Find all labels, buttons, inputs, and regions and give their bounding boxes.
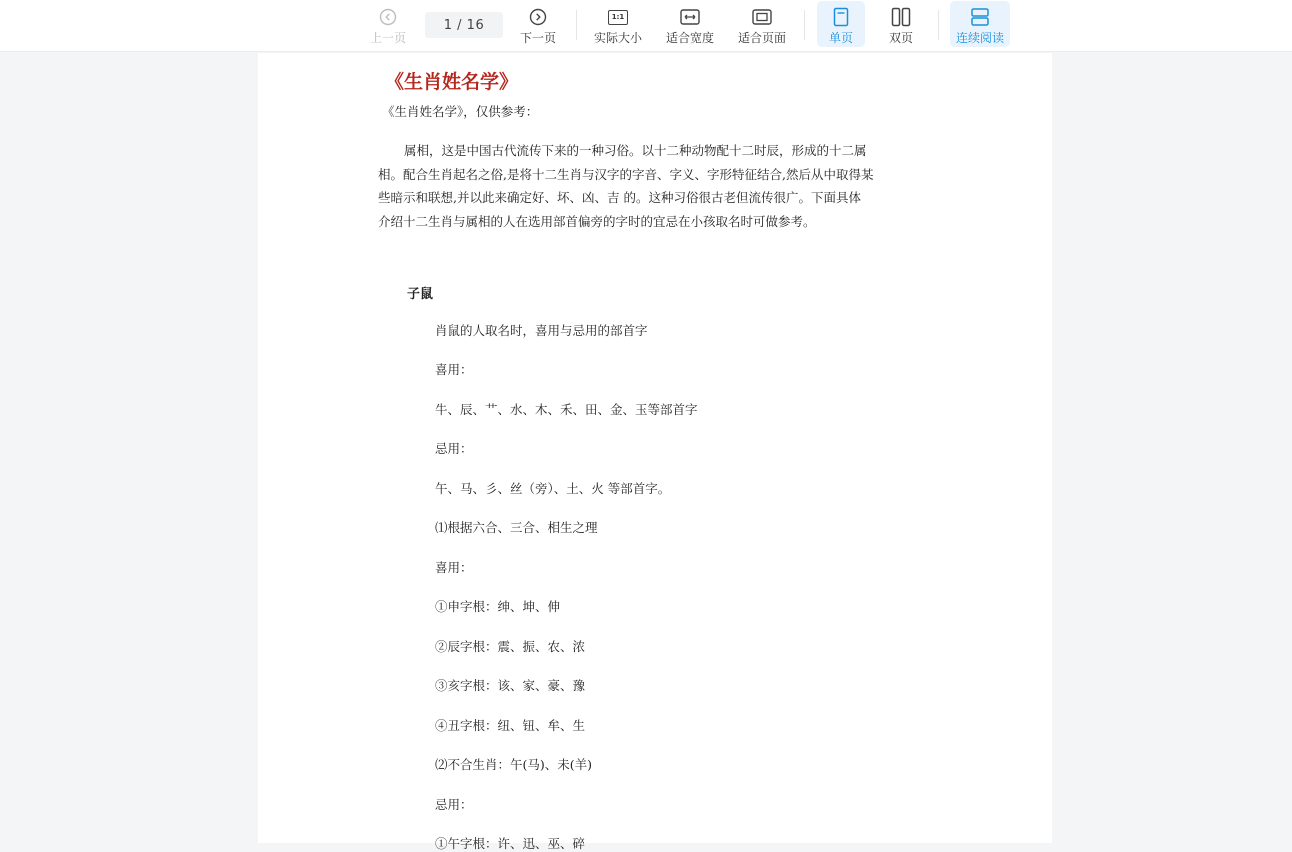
fit-width-label: 适合宽度 — [665, 31, 714, 45]
body-line: 忌用： — [435, 441, 473, 456]
continuous-reading-icon — [970, 7, 990, 27]
body-line: 牛、辰、艹、水、木、禾、田、金、玉等部首字 — [435, 402, 698, 417]
actual-size-button[interactable] — [590, 0, 646, 48]
document-title: 《生肖姓名学》 — [385, 71, 519, 93]
toolbar-divider — [938, 10, 939, 40]
document-subtitle: 《生肖姓名学》，仅供参考： — [382, 104, 539, 119]
intro-line: 介绍十二生肖与属相的人在选用部首偏旁的字时的宜忌在小孩取名时可做参考。 — [378, 213, 816, 229]
single-page-label: 单页 — [828, 31, 853, 45]
body-line: ①申字根：绅、坤、伸 — [435, 599, 561, 614]
body-line: 喜用： — [435, 362, 473, 377]
chevron-right-circle-icon — [529, 7, 547, 27]
actual-size-label: 实际大小 — [593, 31, 642, 45]
fit-page-icon — [752, 7, 772, 27]
prev-page-button[interactable] — [365, 0, 411, 48]
body-line: ⑴根据六合、三合、相生之理 — [435, 520, 598, 535]
next-page-label: 下一页 — [519, 31, 556, 45]
intro-line: 属相，这是中国古代流传下来的一种习俗。以十二种动物配十二时辰，形成的十二属 — [404, 143, 867, 158]
next-page-button[interactable] — [515, 0, 561, 48]
fit-width-button[interactable] — [662, 0, 718, 48]
double-page-button[interactable] — [877, 0, 925, 48]
intro-line: 些暗示和联想,并以此来确定好、坏、凶、吉 的。这种习俗很古老但流传很广。下面具体 — [378, 190, 861, 205]
page-indicator[interactable]: 1 / 16 — [425, 12, 503, 38]
toolbar-divider — [804, 10, 805, 40]
body-line: 午、马、彡、丝（旁）、土、火 等部首字。 — [435, 481, 671, 496]
continuous-reading-button[interactable] — [950, 1, 1010, 47]
double-page-label: 双页 — [888, 31, 913, 45]
actual-size-icon — [608, 7, 628, 27]
document-page — [258, 53, 1052, 851]
toolbar-divider — [576, 10, 577, 40]
body-line: ⑵不合生肖：午(马)、未(羊) — [435, 757, 593, 772]
prev-page-label: 上一页 — [369, 31, 406, 45]
intro-line: 相。配合生肖起名之俗,是将十二生肖与汉字的字音、字义、字形特征结合,然后从中取得某 — [378, 166, 874, 182]
body-line: ④丑字根：纽、钮、牟、生 — [435, 718, 586, 733]
section-title: 子鼠 — [407, 287, 434, 302]
single-page-button[interactable] — [817, 1, 865, 47]
intro-paragraph — [378, 139, 938, 233]
body-line: 喜用： — [435, 560, 473, 575]
body-line: ②辰字根：震、振、农、浓 — [435, 639, 586, 654]
body-line: ①午字根：许、迅、巫、碎 — [435, 836, 586, 851]
chevron-left-circle-icon — [379, 7, 397, 27]
continuous-reading-label: 连续阅读 — [955, 31, 1004, 45]
fit-width-icon — [680, 7, 700, 27]
actual-size-icon-text: 1:1 — [608, 10, 628, 25]
body-line: 肖鼠的人取名时，喜用与忌用的部首字 — [435, 323, 648, 338]
body-line: 忌用： — [435, 797, 473, 812]
single-page-icon — [833, 7, 849, 27]
double-page-icon — [891, 7, 911, 27]
fit-page-label: 适合页面 — [737, 31, 786, 45]
viewer-toolbar — [0, 0, 1292, 52]
body-line: ③亥字根：该、家、豪、豫 — [435, 678, 586, 693]
fit-page-button[interactable] — [734, 0, 790, 48]
